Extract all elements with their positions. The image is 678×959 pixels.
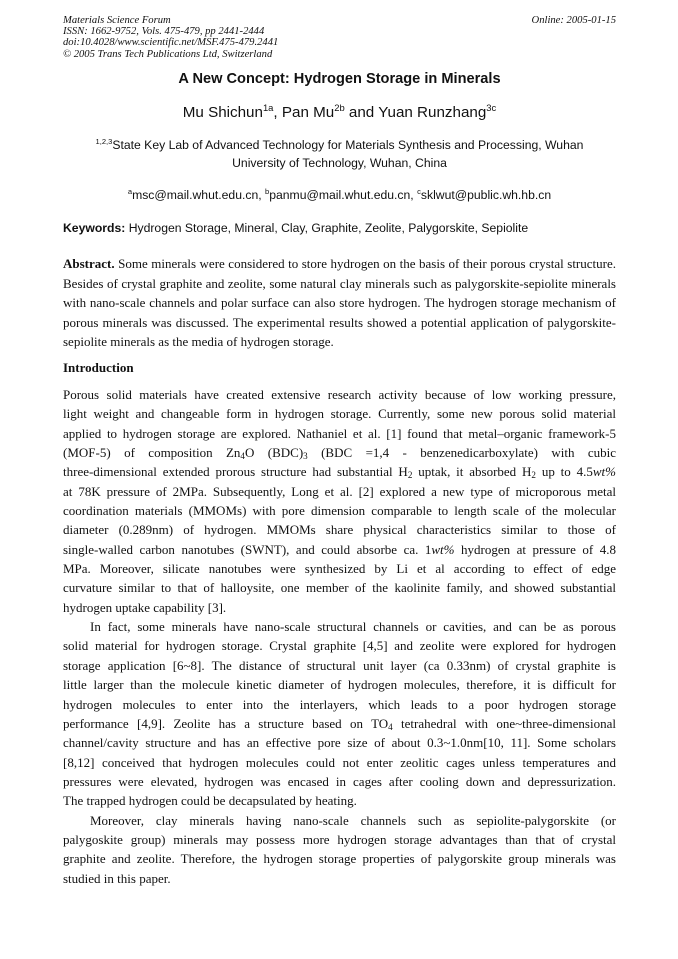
- email-link[interactable]: msc@mail.whut.edu.cn,: [132, 188, 266, 202]
- paper-title: A New Concept: Hydrogen Storage in Minerals: [178, 71, 501, 87]
- journal-doi[interactable]: doi:10.4028/www.scientific.net/MSF.475-479.2441: [63, 37, 279, 49]
- journal-copyright: © 2005 Trans Tech Publications Ltd, Switzerland: [63, 48, 273, 60]
- text-run: tetrahedral with one~three-dimensional: [392, 715, 616, 731]
- abstract: [63, 254, 616, 352]
- italic-text: wt%: [431, 541, 455, 557]
- text-line: studied in this paper.: [63, 870, 171, 886]
- keywords: [63, 221, 616, 235]
- text-line: graphite and zeolite. Therefore, the hydrogen storage properties of palygorskite group minerals was: [63, 851, 616, 867]
- online-date: Online: 2005-01-15: [531, 15, 616, 26]
- text-line: coordination materials (MMOMs) with pore dimension comparable to length scale of the molecular: [63, 503, 616, 519]
- text-line: little larger than the molecule kinetic diameter of hydrogen molecules, therefore, it is difficult for: [63, 677, 616, 693]
- affiliation-line: State Key Lab of Advanced Technology for Materials Synthesis and Processing, Wuhan: [112, 138, 584, 152]
- abstract-label: Abstract.: [63, 256, 115, 271]
- text-line: Porous solid materials have created extensive research activity because of low working pressure,: [63, 387, 616, 402]
- text-line: light weight and changeable form in hydrogen storage. Currently, some new porous solid material: [63, 406, 616, 422]
- text-run: up to 4.5: [535, 464, 593, 480]
- keywords-text: Hydrogen Storage, Mineral, Clay, Graphite, Zeolite, Palygorskite, Sepiolite: [125, 221, 529, 235]
- author-sup: 2b: [334, 101, 345, 113]
- text-run: uptak, it absorbed H: [412, 464, 532, 480]
- author-name: Mu Shichun: [182, 104, 263, 121]
- author-sup: 1a: [262, 101, 274, 113]
- text-line: [63, 540, 616, 559]
- author-name: Yuan Runzhang: [378, 104, 487, 121]
- abstract-text: Some minerals were considered to store hydrogen on the basis of their porous crystal structure. Besides of crystal graphite and zeolite, some natural clay minerals such as palygorskite-sepiolite minerals with nano-scale channels and polar surface can also store hydrogen. The hydrogen storage mechanism of porous minerals was discussed. The experimental results showed a potential application of palygorskite-sepiolite minerals as the media of hydrogen storage.: [63, 256, 616, 349]
- section-heading: Introduction: [63, 360, 134, 375]
- subscript: 4: [388, 721, 393, 732]
- email-sup: a: [127, 186, 133, 196]
- text-run: O (BDC): [244, 445, 304, 461]
- email-sup: c: [417, 186, 421, 196]
- subscript: 2: [407, 470, 413, 481]
- text-line: MPa. Moreover, silicate nanotubes were synthesized by Li et al according to effect of edge: [63, 561, 616, 577]
- text-line: [63, 714, 616, 733]
- subscript: 3: [303, 451, 308, 462]
- text-line: palygoskite group) minerals may possess more hydrogen storage advantages than that of crystal: [63, 831, 616, 847]
- text-line: at 78K pressure of 2MPa. Subsequently, Long et al. [2] explored a new type of microporous metal: [63, 483, 616, 499]
- text-line: The trapped hydrogen could be decapsulated by heating.: [63, 793, 357, 809]
- author-separator: ,: [273, 104, 282, 121]
- text-run: three-dimensional extended prorous structure had substantial H: [63, 464, 408, 480]
- text-line: curvature similar to that of halloysite, one member of the kaolinite family, and showed substantial: [63, 580, 616, 596]
- author-name: Pan Mu: [281, 104, 335, 121]
- text-line: [63, 462, 616, 481]
- text-line: hydrogen molecules to enter into the interlayers, which leads to a poor hydrogen storage: [63, 696, 616, 712]
- affiliation: [63, 136, 616, 172]
- introduction-body: [63, 385, 616, 888]
- text-line: [63, 443, 616, 462]
- subscript: 4: [240, 451, 245, 462]
- text-line: storage application [6~8]. The distance of structural unit layer (ca 0.33nm) of crystal graphite is: [63, 657, 616, 673]
- italic-text: wt%: [592, 464, 616, 480]
- text-line: hydrogen uptake capability [3].: [63, 599, 227, 615]
- author-list: [63, 101, 616, 121]
- text-line: In fact, some minerals have nano-scale structural channels or cavities, and can be as porous: [90, 619, 616, 635]
- text-line: diameter (0.289nm) of hydrogen. MMOMs share physical characteristics similar to those of: [63, 522, 616, 538]
- keywords-label: Keywords:: [63, 221, 126, 235]
- text-line: applied to hydrogen storage are explored. Nathaniel et al. [1] found that metal–organic framework-5: [63, 425, 616, 441]
- affiliation-line: University of Technology, Wuhan, China: [232, 156, 447, 170]
- subscript: 2: [531, 470, 536, 481]
- text-run: (BDC =1,4 - benzenedicarboxylate) with cubic: [307, 445, 616, 461]
- text-line: Moreover, clay minerals having nano-scale channels such as sepiolite-palygorskite (or: [90, 812, 616, 828]
- text-run: single-walled carbon nanotubes (SWNT), and could absorbe ca. 1: [63, 541, 432, 557]
- text-run: performance [4,9]. Zeolite has a structure based on TO: [63, 715, 389, 731]
- journal-header: [63, 15, 616, 60]
- journal-name: Materials Science Forum: [63, 15, 171, 26]
- email-link[interactable]: sklwut@public.wh.hb.cn: [420, 188, 552, 202]
- text-run: hydrogen at pressure of 4.8: [454, 541, 616, 557]
- text-line: pressures were elevated, hydrogen was encased in cages after cooling down and depressurization.: [63, 773, 616, 789]
- email-link[interactable]: panmu@mail.whut.edu.cn,: [269, 188, 418, 202]
- author-emails: [63, 188, 616, 202]
- text-line: channel/cavity structure and has an effective pore size of about 0.3~1.0nm[10, 11]. Some scholars: [63, 735, 616, 751]
- author-sup: 3c: [486, 101, 497, 113]
- affiliation-sup: 1,2,3: [95, 136, 113, 146]
- text-run: (MOF-5) of composition Zn: [63, 445, 241, 461]
- text-line: solid material for hydrogen storage. Crystal graphite [4,5] and zeolite were explored for hydrogen: [63, 638, 616, 654]
- email-sup: b: [265, 186, 270, 196]
- text-line: [8,12] conceived that hydrogen molecules could not enter zeolitic cages unless temperatures and: [63, 754, 616, 770]
- author-separator: and: [344, 104, 379, 121]
- journal-issn: ISSN: 1662-9752, Vols. 475-479, pp 2441-2444: [63, 26, 265, 38]
